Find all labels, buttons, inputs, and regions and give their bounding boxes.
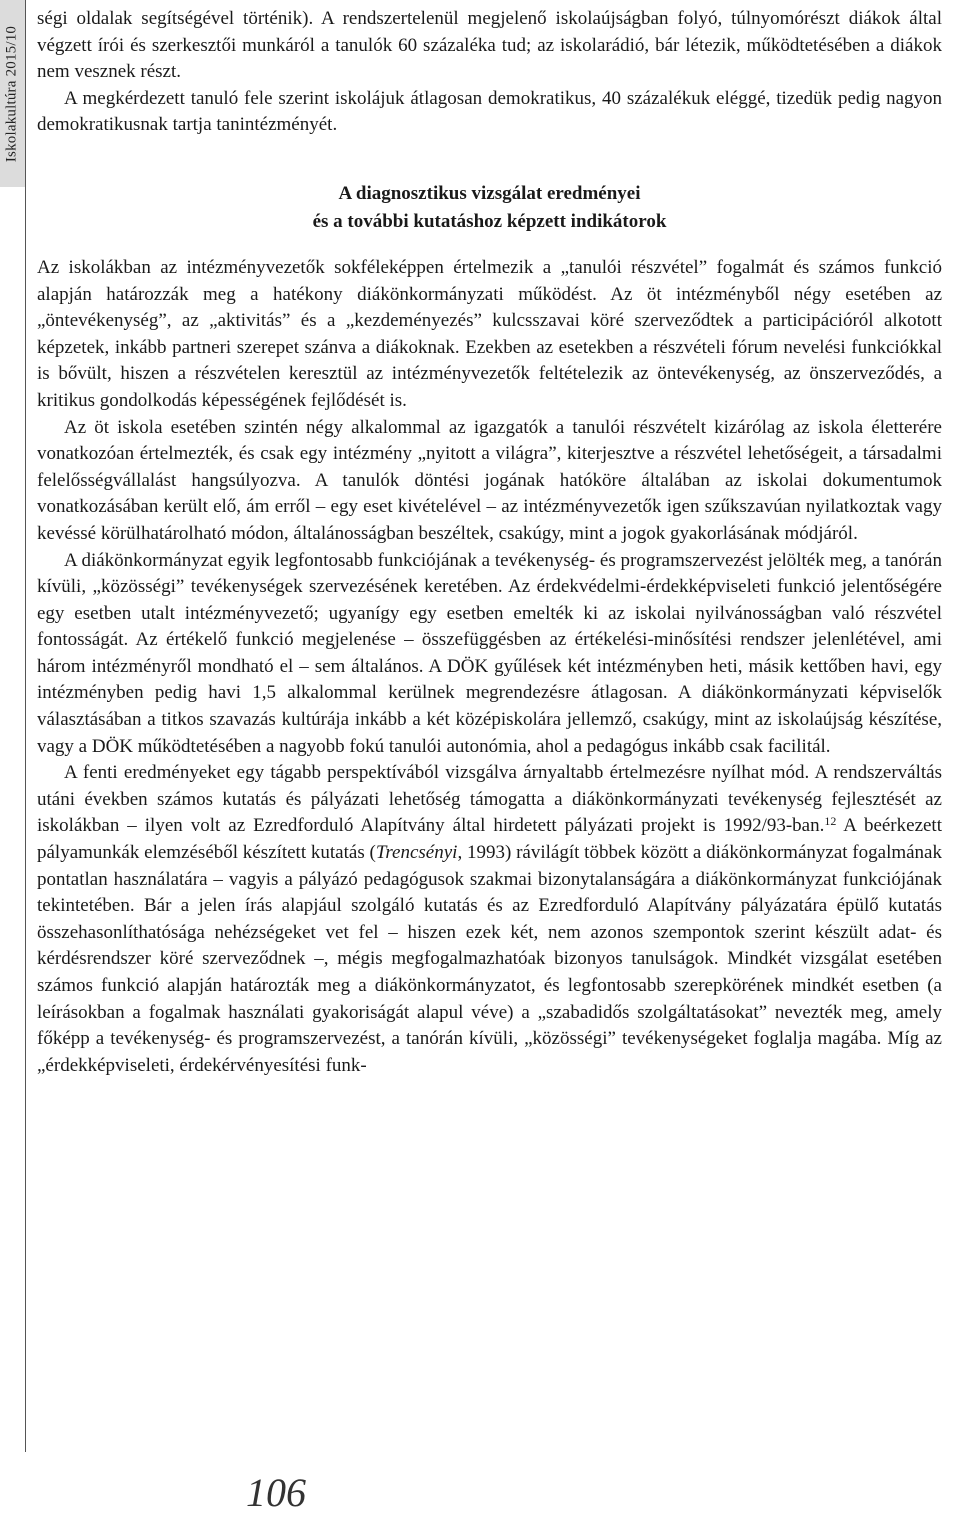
body-paragraph-2: Az öt iskola esetében szintén négy alkalommal az igazgatók a tanulói részvételt kizárólag az iskola életterére vonatkozóan értelmezték, és csak egy intézmény „nyitott a világra”, kiterjesztve a részvétel lehetőségeit, a társadalmi felelősségvállalást hangsúlyozva. A tanulók döntési jogának hatóköre általában az iskolai dokumentumok vonatkozásában került elő, ám erről – egy eset kivételével – az intézményvezetők igen szűkszavúan nyilatkoztak vagy kevéssé körülhatárolható módon, általánosságban beszéltek, csakúgy, mint a jogok gyakorlásának módjáról.	[37, 416, 942, 544]
section-heading-line-1: A diagnosztikus vizsgálat eredményei	[338, 182, 641, 204]
section-heading	[37, 180, 942, 236]
cited-author: Trencsényi	[375, 842, 458, 864]
body-paragraph-4-part-b: A beérkezett pályamunkák elemzéséből készített kutatás (	[37, 815, 942, 864]
body-paragraph-4-part-a: A fenti eredményeket egy tágabb perspektívából vizsgálva árnyaltabb értelmezésre nyílhat mód. A rendszerváltás utáni években számos kutatás és pályázati lehetőség támogatta a diákönkormányzati tevékenység fejlesztését az iskolákban – ilyen volt az Ezredforduló Alapítvány által hirdetett pályázati projekt is 1992/93-ban.	[37, 762, 942, 837]
journal-side-tab	[0, 0, 25, 187]
intro-paragraph-1: ségi oldalak segítségével történik). A rendszertelenül megjelenő iskolaújságban folyó, túlnyomórészt diákok által végzett írói és szerkesztői munkáról a tanulók 60 százaléka tud; az iskolarádió, bár létezik, működtetésében a diákok nem vesznek részt.	[37, 8, 942, 83]
body-paragraph-4-part-c: , 1993) rávilágít többek között a diákönkormányzat fogalmának pontatlan használatára – vagyis a pályázó pedagógusok szakmai bizonytalanságára a diákönkormányzat funkciójának tekintetében. Bár a jelen írás alapjául szolgáló kutatás és az Ezredforduló Alapítvány pályázatára épülő kutatás összehasonlíthatósága nehézségeket vet fel – hiszen ezek két, nem azonos szempontok szerint készült adat- és kérdésrendszer köré szerveződnek –, mégis megfogalmazhatóak bizonyos tanulságok. Mindkét vizsgálat esetében számos funkció alapján határozták meg a diákönkormányzatot, és legfontosabb szerepkörének mindkét esetben (a leírásokban a fogalmak használati gyakoriságát alapul véve) a „szabadidős szolgáltatásokat” nevezték meg, amely főképp a tevékenység- és programszervezést, a tanórán kívüli, „közösségi” tevékenységeket foglalja magába. Míg az „érdekképviseleti, érdekérvényesítési funk-	[37, 842, 942, 1076]
body-paragraph-4	[37, 760, 942, 1079]
body-paragraph-3: A diákönkormányzat egyik legfontosabb funkciójának a tevékenység- és programszervezést jelölték meg, a tanórán kívüli, „közösségi” tevékenységek szervezésének keretében. Az érdekvédelmi-érdekképviseleti funkció jelentőségére egy esetben utalt intézményvezető; ugyanígy egy esetben emelték ki az iskolai nyilvánosságban való részvétel fontosságát. Az értékelő funkció megjelenése – összefüggésben az értékelési-minősítési rendszer jelenlétével, ami három intézményről mondható el – sem általános. A DÖK gyűlések két intézményben heti, másik kettőben havi, egy intézményben pedig havi 1,5 alkalommal kerülnek megrendezésre átlagosan. A diákönkormányzati képviselők választásában a titkos szavazás kultúrája inkább a két középiskolára jellemző, csakúgy, mint az iskolaújság készítése, vagy a DÖK működtetésében a nagyobb fokú tanulói autonómia, ahol a pedagógus inkább csak facilitál.	[37, 549, 942, 757]
journal-issue-label: Iskolakultúra 2015/10	[3, 25, 20, 163]
page-number: 106	[246, 1470, 306, 1515]
page-content	[37, 6, 942, 1079]
section-heading-line-2: és a további kutatáshoz képzett indikátorok	[312, 210, 667, 232]
body-paragraph-1: Az iskolákban az intézményvezetők sokféleképpen értelmezik a „tanulói részvétel” fogalmát és számos funkció alapján határozzák meg a hatékony diákönkormányzati működést. Az öt intézményből négy esetében az „öntevékenység”, az „aktivitás” és a „kezdeményezés” kulcsszavai köré szerveződtek a participációról alkotott képzetek, inkább partneri szerepet szánva a diákoknak. Ezekben az esetekben a részvételi fórum nevelési funkciókkal is bővült, hiszen a részvételen keresztül az intézményvezetők feltételezik az öntevékenység, az önszerveződés, a kritikus gondolkodás képességének fejlődését is.	[37, 256, 942, 411]
margin-rule	[25, 0, 26, 1452]
footnote-reference[interactable]: 12	[824, 814, 837, 829]
intro-paragraph-2: A megkérdezett tanuló fele szerint iskolájuk átlagosan demokratikus, 40 százalékuk eléggé, tizedük pedig nagyon demokratikusnak tartja tanintézményét.	[37, 87, 942, 136]
